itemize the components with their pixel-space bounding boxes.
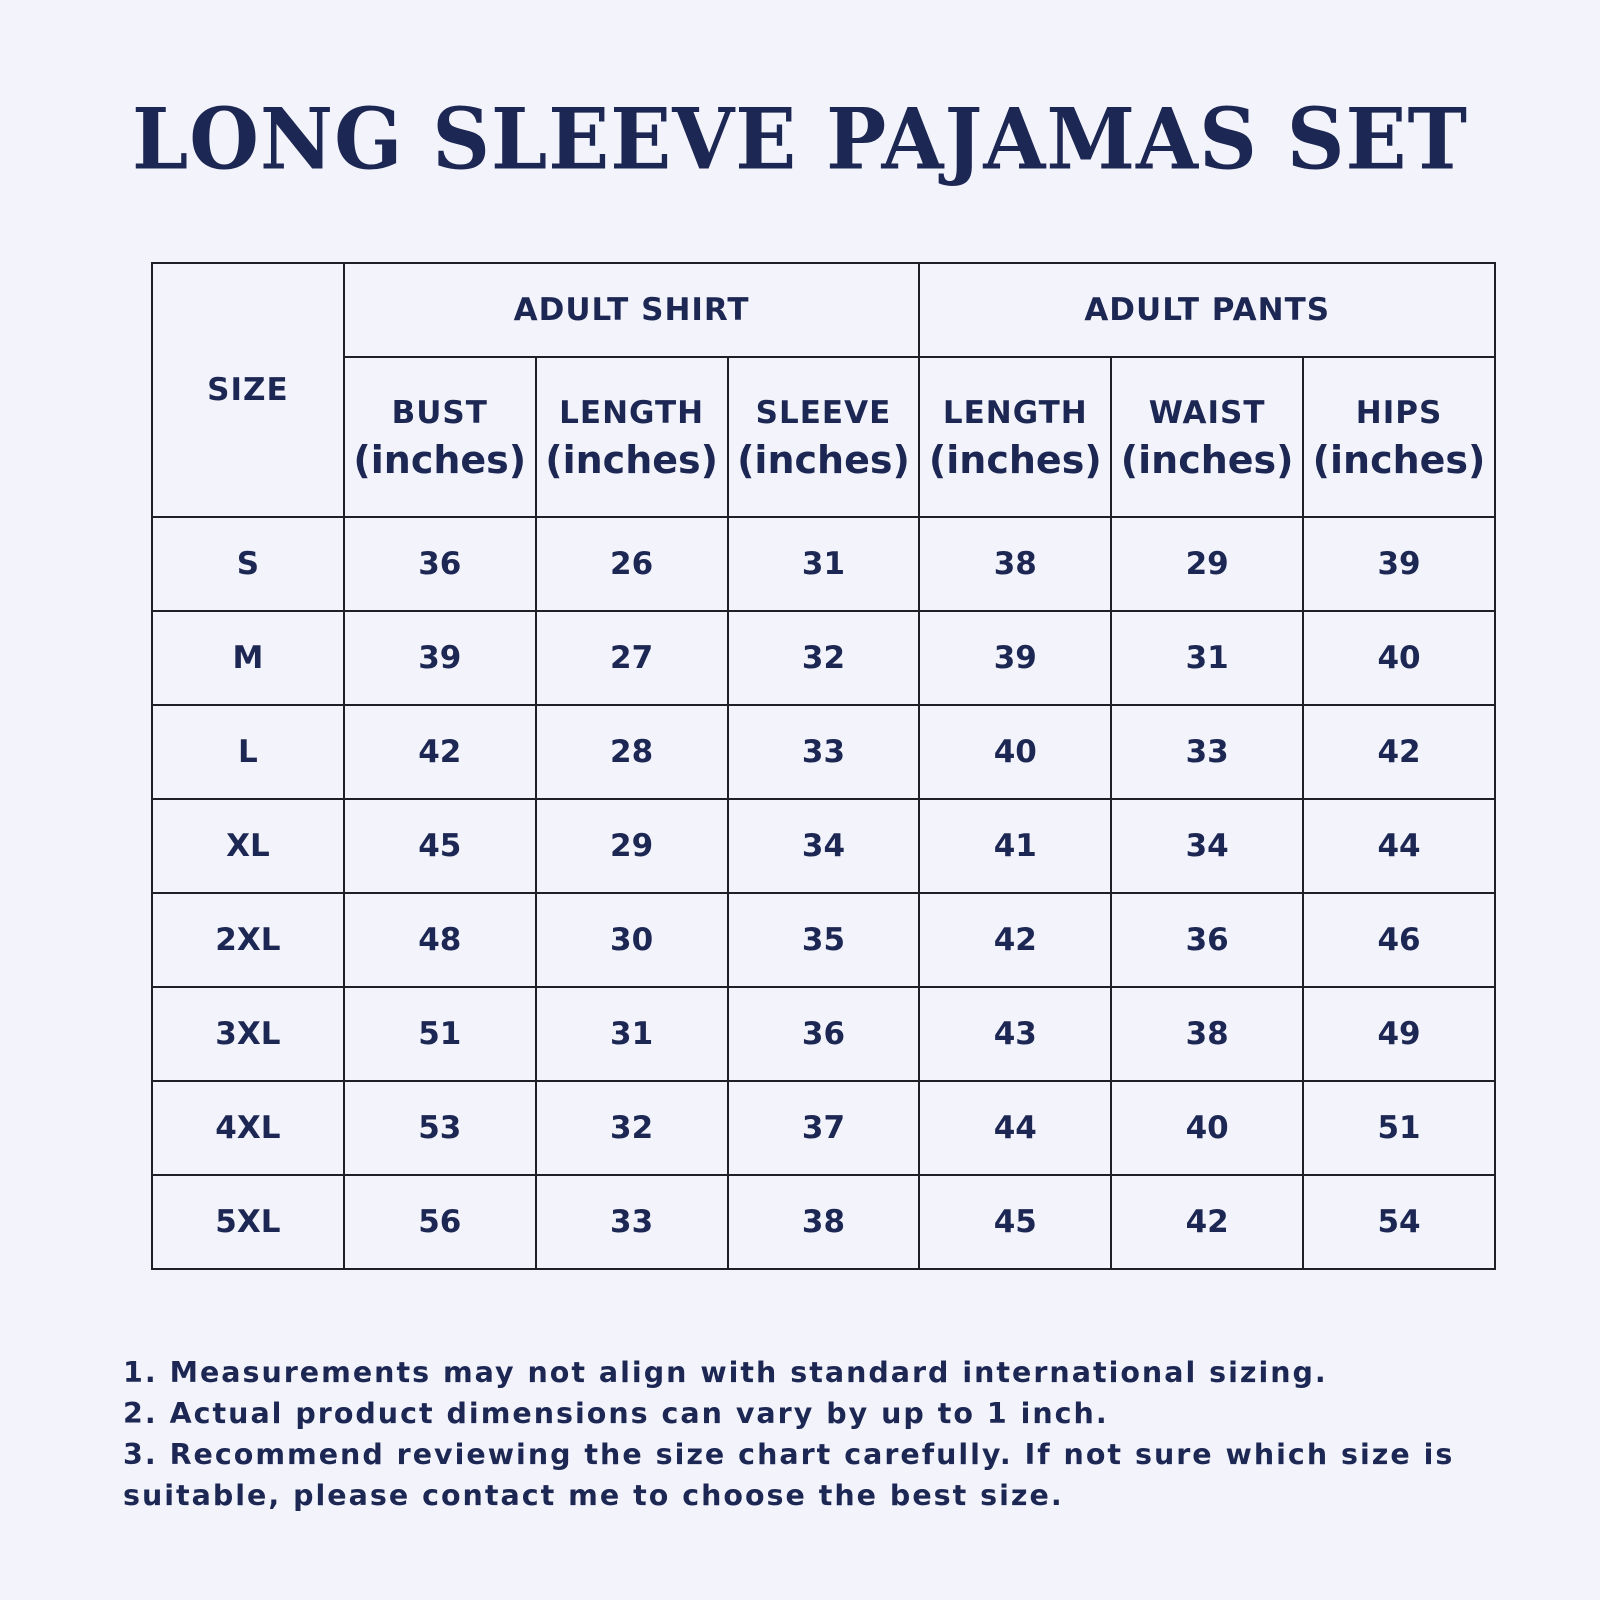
measurement-cell: 34 [1111,799,1303,893]
column-name: WAIST [1148,395,1266,431]
measurement-cell: 33 [1111,705,1303,799]
measurement-cell: 30 [536,893,728,987]
measurement-cell: 35 [728,893,920,987]
measurement-cell: 36 [1111,893,1303,987]
measurement-cell: 29 [536,799,728,893]
measurement-cell: 45 [344,799,536,893]
measurement-cell: 44 [1303,799,1495,893]
measurement-cell: 31 [536,987,728,1081]
shirt-bust-header [344,357,536,517]
measurement-cell: 42 [344,705,536,799]
measurement-cell: 46 [1303,893,1495,987]
measurement-cell: 56 [344,1175,536,1269]
pants-length-header [919,357,1111,517]
measurement-cell: 51 [344,987,536,1081]
size-cell: 2XL [152,893,344,987]
measurement-cell: 41 [919,799,1111,893]
size-chart-table [151,262,1496,1270]
size-column-header: SIZE [152,263,344,517]
table-row [152,893,1495,987]
measurement-cell: 44 [919,1081,1111,1175]
measurement-cell: 42 [1303,705,1495,799]
measurement-cell: 36 [344,517,536,611]
table-row [152,517,1495,611]
measurement-cell: 32 [728,611,920,705]
measurement-cell: 38 [1111,987,1303,1081]
size-cell: 4XL [152,1081,344,1175]
column-unit: (inches) [928,438,1102,482]
measurement-cell: 33 [536,1175,728,1269]
size-cell: 3XL [152,987,344,1081]
measurement-cell: 42 [1111,1175,1303,1269]
column-unit: (inches) [1120,438,1294,482]
measurement-cell: 38 [919,517,1111,611]
column-name: SLEEVE [755,395,892,431]
column-name: LENGTH [942,395,1088,431]
table-row [152,799,1495,893]
measurement-cell: 40 [1111,1081,1303,1175]
column-unit: (inches) [353,438,527,482]
measurement-cell: 45 [919,1175,1111,1269]
adult-pants-group-header: ADULT PANTS [919,263,1495,357]
column-name: LENGTH [559,395,705,431]
measurement-cell: 34 [728,799,920,893]
note-item: 2. Actual product dimensions can vary by up to 1 inch. [123,1397,1109,1430]
shirt-length-header [536,357,728,517]
measurement-cell: 39 [1303,517,1495,611]
measurement-cell: 31 [1111,611,1303,705]
measurement-header-row [152,357,1495,517]
measurement-cell: 48 [344,893,536,987]
table-row [152,1175,1495,1269]
column-name: HIPS [1355,395,1443,431]
size-cell: M [152,611,344,705]
measurement-cell: 40 [919,705,1111,799]
size-cell: XL [152,799,344,893]
measurement-cell: 39 [919,611,1111,705]
pants-waist-header [1111,357,1303,517]
table-row [152,611,1495,705]
measurement-cell: 43 [919,987,1111,1081]
size-cell: 5XL [152,1175,344,1269]
measurement-cell: 42 [919,893,1111,987]
column-unit: (inches) [1312,438,1486,482]
measurement-cell: 53 [344,1081,536,1175]
measurement-cell: 49 [1303,987,1495,1081]
page-title: LONG SLEEVE PAJAMAS SET [132,89,1468,189]
measurement-cell: 27 [536,611,728,705]
measurement-cell: 54 [1303,1175,1495,1269]
measurement-cell: 36 [728,987,920,1081]
measurement-cell: 51 [1303,1081,1495,1175]
measurement-cell: 33 [728,705,920,799]
measurement-cell: 31 [728,517,920,611]
size-notes [123,1352,1543,1516]
measurement-cell: 26 [536,517,728,611]
note-item: 1. Measurements may not align with standard international sizing. [123,1356,1328,1389]
column-unit: (inches) [737,438,910,482]
measurement-cell: 28 [536,705,728,799]
size-cell: L [152,705,344,799]
measurement-cell: 32 [536,1081,728,1175]
measurement-cell: 39 [344,611,536,705]
measurement-cell: 29 [1111,517,1303,611]
size-cell: S [152,517,344,611]
adult-shirt-group-header: ADULT SHIRT [344,263,920,357]
measurement-cell: 38 [728,1175,920,1269]
note-item: 3. Recommend reviewing the size chart carefully. If not sure which size is suitable, please contact me to choose the best size. [123,1438,1455,1512]
size-chart-body [152,517,1495,1269]
column-name: BUST [391,395,488,431]
shirt-sleeve-header [728,357,920,517]
table-row [152,705,1495,799]
pants-hips-header [1303,357,1495,517]
table-row [152,987,1495,1081]
group-header-row [152,263,1495,357]
column-unit: (inches) [545,438,718,482]
table-row [152,1081,1495,1175]
measurement-cell: 40 [1303,611,1495,705]
measurement-cell: 37 [728,1081,920,1175]
